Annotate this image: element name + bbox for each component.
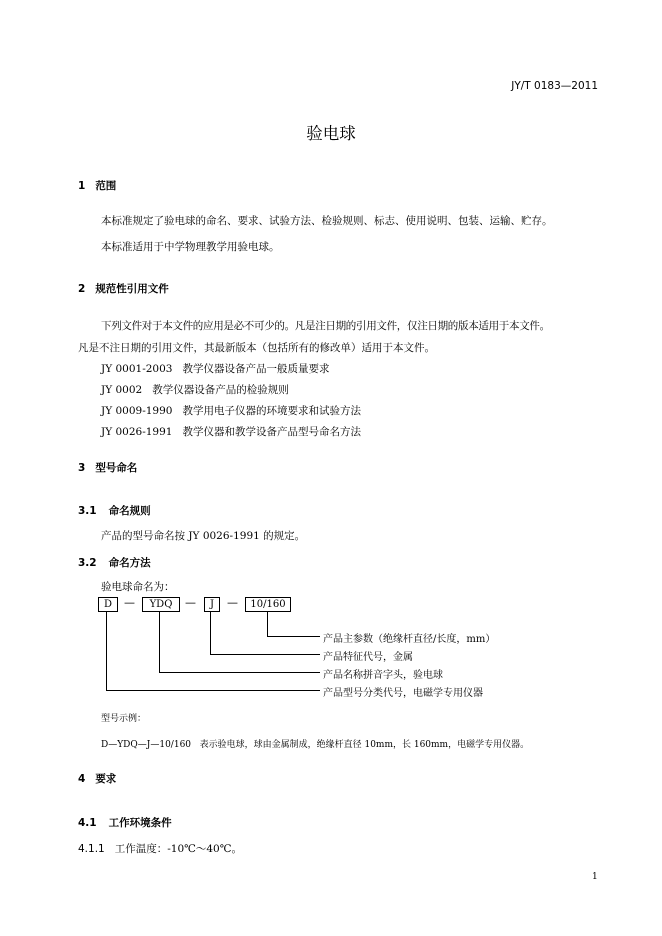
paragraph: 产品的型号命名按 JY 0026-1991 的规定。: [101, 530, 306, 542]
section-title: 型号命名: [95, 462, 138, 474]
connector-line: [159, 612, 160, 672]
paragraph: 凡是不注日期的引用文件，其最新版本（包括所有的修改单）适用于本文件。: [78, 342, 435, 354]
section-title: 命名规则: [108, 505, 151, 517]
example-text: D—YDQ—J—10/160 表示验电球，球由金属制成，绝缘杆直径 10mm，长 160mm，电磁学专用仪器。: [101, 740, 530, 750]
page-number: 1: [592, 872, 598, 882]
paragraph: 本标准适用于中学物理教学用验电球。: [101, 241, 280, 253]
reference-item: JY 0001-2003 教学仪器设备产品一般质量要求: [101, 363, 330, 375]
connector-line: [210, 612, 211, 654]
section-number: 3: [78, 462, 86, 474]
reference-item: JY 0009-1990 教学用电子仪器的环境要求和试验方法: [101, 405, 361, 417]
paragraph: 下列文件对于本文件的应用是必不可少的。凡是注日期的引用文件，仅注日期的版本适用于本文件。: [101, 320, 550, 332]
section-number: 4.1.1: [78, 843, 105, 855]
connector-line: [267, 636, 320, 637]
example-label: 型号示例：: [101, 714, 147, 724]
diagram-label: 产品主参数（绝缘杆直径/长度，mm）: [323, 634, 496, 645]
section-1-heading: [78, 178, 116, 193]
connector-line: [210, 654, 320, 655]
section-number: 4.1: [78, 817, 97, 829]
separator-dash: —: [124, 596, 135, 609]
code-box-parameter: 10/160: [245, 597, 291, 612]
section-number: 2: [78, 283, 86, 295]
section-number: 4: [78, 773, 86, 785]
section-number: 3.2: [78, 557, 97, 569]
section-3-heading: [78, 460, 137, 475]
section-2-heading: [78, 281, 169, 296]
section-title: 工作环境条件: [108, 817, 172, 829]
standard-number: JY/T 0183—2011: [511, 80, 598, 92]
connector-line: [267, 612, 268, 636]
connector-line: [159, 672, 320, 673]
reference-item: JY 0026-1991 教学仪器和教学设备产品型号命名方法: [101, 426, 361, 438]
page-title: 验电球: [306, 124, 356, 143]
section-title: 范围: [95, 180, 117, 192]
section-3-2-heading: [78, 555, 151, 570]
section-4-1-heading: [78, 815, 172, 830]
paragraph: 本标准规定了验电球的命名、要求、试验方法、检验规则、标志、使用说明、包装、运输、贮存。: [101, 215, 553, 227]
code-box-feature: J: [204, 597, 220, 612]
section-title: 要求: [95, 773, 117, 785]
code-box-name: YDQ: [142, 597, 180, 612]
diagram-label: 产品特征代号，金属: [323, 652, 413, 663]
section-4-heading: [78, 771, 116, 786]
connector-line: [106, 690, 320, 691]
section-number: 1: [78, 180, 86, 192]
reference-item: JY 0002 教学仪器设备产品的检验规则: [101, 384, 289, 396]
section-title: 规范性引用文件: [95, 283, 169, 295]
clause-text: 工作温度：-10℃～40℃。: [114, 843, 242, 855]
separator-dash: —: [227, 596, 238, 609]
diagram-label: 产品名称拼音字头，验电球: [323, 670, 443, 681]
connector-line: [106, 612, 107, 690]
code-box-class: D: [98, 597, 118, 612]
separator-dash: —: [185, 596, 196, 609]
clause-4-1-1: [78, 841, 242, 856]
section-title: 命名方法: [108, 557, 151, 569]
paragraph: 验电球命名为：: [101, 581, 175, 593]
section-3-1-heading: [78, 503, 151, 518]
section-number: 3.1: [78, 505, 97, 517]
diagram-label: 产品型号分类代号，电磁学专用仪器: [323, 688, 483, 699]
